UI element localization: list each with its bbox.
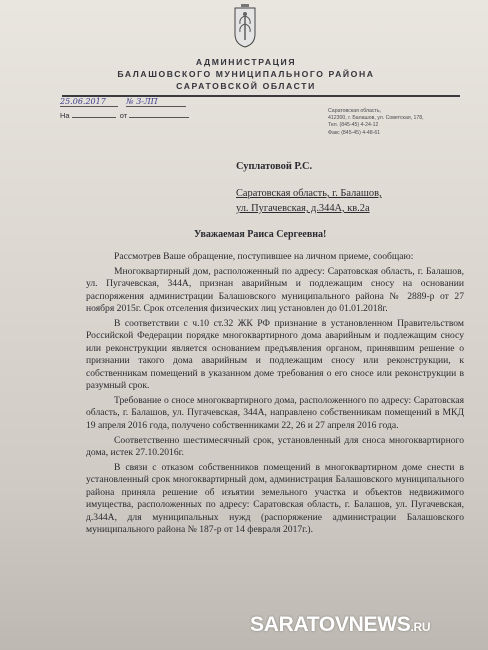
address-line: 412300, г. Балашов, ул. Советская, 178, (328, 115, 424, 122)
watermark-suffix: .RU (410, 620, 431, 634)
sender-address (328, 108, 424, 137)
address-line: Саратовская область, (328, 108, 382, 114)
ot-label: от (119, 111, 128, 120)
na-label: На (60, 111, 70, 120)
body-paragraph: Требование о сносе многоквартирного дома, расположенного по адресу: Саратовская область, г. Балашов, ул. Пугачевская, 344А, направлено собственникам помещений в МКД 19 апреля 2016 года, получено собственниками 22, 26 и 27 апреля 2016 года. (86, 394, 464, 431)
body-paragraph: Рассмотрев Ваше обращение, поступившее на личном приеме, сообщаю: (114, 251, 414, 262)
org-name-line3: САРАТОВСКОЙ ОБЛАСТИ (176, 81, 316, 91)
handwritten-number: № 3-ЛП (126, 97, 186, 107)
na-field (72, 117, 116, 118)
recipient-name: Суплатовой Р.С. (236, 161, 313, 172)
handwritten-date: 25.06.2017 (60, 97, 118, 107)
reference-block (60, 97, 189, 120)
body-paragraph: В связи с отказом собственников помещений в многоквартирном доме снести в установленный срок многоквартирный дом, администрация Балашовского муниципального района приняла решение об изъятии земельного участка и объектов недвижимого имущества, расположенных по адресу: Саратовская область, г. Балашов, ул. Пугачевская, д.344А, для муниципальных нужд (распоряжение администрации Балашовского муниципального района № 187-р от 14 февраля 2017г.). (86, 462, 464, 536)
org-name-line1: АДМИНИСТРАЦИЯ (195, 57, 297, 67)
greeting: Уважаемая Раиса Сергеевна! (194, 229, 327, 240)
body-paragraph: В соответствии с ч.10 ст.32 ЖК РФ признание в установленном Правительством Российской Федерации порядке многоквартирного дома аварийным и подлежащим сносу или реконструкции является основанием предъявления органом, принявшим решение о признании такого дома аварийным и подлежащим сносу или реконструкции, к собственникам помещений в указанном доме требования о его сносе или реконструкции в разумный срок. (86, 318, 464, 392)
ot-field (129, 117, 189, 118)
address-line: Тел. (845-45) 4-24-12 (328, 122, 379, 129)
coat-of-arms-emblem (230, 4, 260, 48)
body-paragraph: Соответственно шестимесячный срок, установленный для сноса многоквартирного дома, истек 27.10.2016г. (86, 434, 464, 459)
body-paragraph: Многоквартирный дом, расположенный по адресу: Саратовская область, г. Балашов, ул. Пугачевская, 344А, признан аварийным и подлежащим сносу на основании распоряжения администрации Балашовского муниципального района № 2889-р от 27 ноября 2015г. Срок отселения физических лиц установлен до 01.01.2018г. (86, 265, 464, 315)
address-line: Факс (845-45) 4-48-61 (328, 129, 381, 136)
recipient-address-line1: Саратовская область, г. Балашов, (236, 188, 382, 199)
letter-body (86, 251, 464, 539)
watermark-main: SARATOVNEWS (250, 613, 411, 636)
recipient-address-line2: ул. Пугачевская, д.344А, кв.2а (236, 203, 370, 214)
watermark (250, 613, 430, 637)
org-name-line2: БАЛАШОВСКОГО МУНИЦИПАЛЬНОГО РАЙОНА (117, 69, 375, 79)
